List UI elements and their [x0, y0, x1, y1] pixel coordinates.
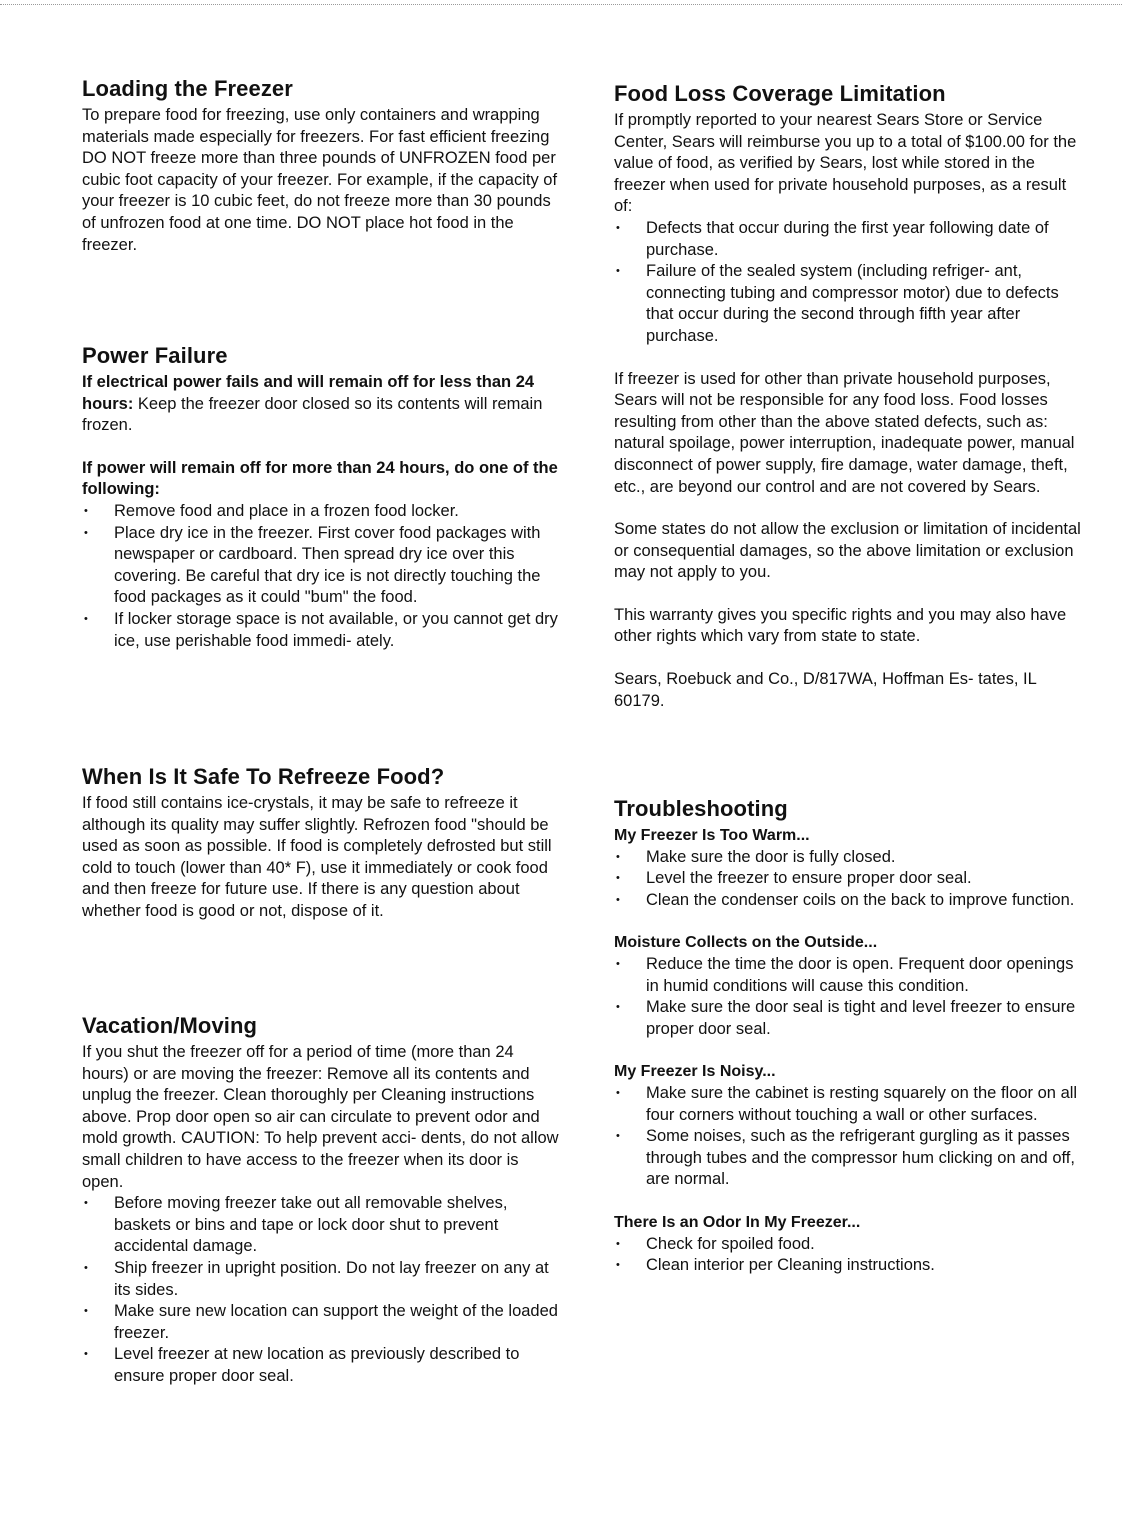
scan-top-edge — [0, 4, 1122, 5]
loading-heading: Loading the Freezer — [82, 76, 293, 101]
list-item: • Ship freezer in upright position. Do not lay freezer on any at its sides. — [82, 1258, 560, 1301]
trouble-heading-noisy: My Freezer Is Noisy... — [614, 1063, 776, 1081]
vacation-body: If you shut the freezer off for a period of time (more than 24 hours) or are moving the freezer: Remove all its contents and unplug the freezer. Clean thoroughly per Cleaning instructions above. Prop door open so air can circulate to prevent odor and mold growth. CAUTION: To help prevent acci- dents, do not allow small children to have access to the freezer when its door is open. — [82, 1043, 559, 1191]
coverage-para-3: Some states do not allow the exclusion or limitation of incidental or consequential damages, so the above limitation or exclusion may not apply to you. — [614, 520, 1081, 582]
power-failure-lead-2: If power will remain off for more than 24 hours, do one of the following: — [82, 458, 558, 499]
refreeze-body: If food still contains ice-crystals, it may be safe to refreeze it although its quality may suffer slightly. Refrozen food "should be used as soon as possible. If food is completely defrosted but still cold to touch (lower than 40* F), use it immediately or cook food and then freeze for future use. If there is any question about whether food is good or not, dispose of it. — [82, 794, 552, 920]
trouble-heading-moisture: Moisture Collects on the Outside... — [614, 934, 878, 952]
list-item: • Clean interior per Cleaning instructions. — [614, 1255, 1084, 1277]
section-power-failure — [82, 342, 560, 652]
power-failure-list — [82, 501, 560, 652]
list-item: • Before moving freezer take out all removable shelves, baskets or bins and tape or lock door shut to prevent accidental damage. — [82, 1193, 560, 1258]
trouble-list-too-warm — [614, 847, 1084, 912]
refreeze-heading: When Is It Safe To Refreeze Food? — [82, 764, 445, 789]
list-item: • Remove food and place in a frozen food locker. — [82, 501, 560, 523]
troubleshooting-heading: Troubleshooting — [614, 796, 788, 821]
coverage-para-4: This warranty gives you specific rights and you may also have other rights which vary from state to state. — [614, 605, 1067, 646]
coverage-para-2: If freezer is used for other than private household purposes, Sears will not be responsible for any food loss. Food losses resulting from other than the above stated defects, such as: natural spoilage, power interruption, inadequate power, manual disconnect of power supply, fire damage, water damage, theft, etc., are beyond our control and are not covered by Sears. — [614, 369, 1075, 496]
trouble-heading-odor: There Is an Odor In My Freezer... — [614, 1213, 861, 1231]
trouble-list-noisy — [614, 1083, 1084, 1191]
coverage-body: If promptly reported to your nearest Sears Store or Service Center, Sears will reimburse you up to a total of $100.00 for the value of food, as verified by Sears, lost while stored in the freezer when used for private household purposes, as a result of: — [614, 111, 1077, 216]
list-item: • Level freezer at new location as previously described to ensure proper door seal. — [82, 1344, 560, 1387]
list-item: • Level the freezer to ensure proper door seal. — [614, 868, 1084, 890]
list-item: • Place dry ice in the freezer. First cover food packages with newspaper or cardboard. Then spread dry ice over this covering. Be careful that dry ice is not directly touching the food packages as it could "bum" the food. — [82, 523, 560, 609]
list-item: • Make sure the door seal is tight and level freezer to ensure proper door seal. — [614, 997, 1084, 1040]
coverage-list — [614, 218, 1084, 348]
vacation-list — [82, 1193, 560, 1387]
list-item: • Failure of the sealed system (including refriger- ant, connecting tubing and compressor motor) due to defects that occur during the second through fifth year after purchase. — [614, 261, 1084, 347]
vacation-heading: Vacation/Moving — [82, 1013, 258, 1038]
list-item: • Make sure the cabinet is resting squarely on the floor on all four corners without touching a wall or other surfaces. — [614, 1083, 1084, 1126]
section-troubleshooting — [614, 795, 1084, 1277]
loading-body: To prepare food for freezing, use only containers and wrapping materials made especially for freezers. For fast efficient freezing DO NOT freeze more than three pounds of UNFROZEN food per cubic foot capacity of your freezer. For example, if the capacity of your freezer is 10 cubic feet, do not freeze more than 30 pounds of unfrozen food at one time. DO NOT place hot food in the freezer. — [82, 106, 558, 254]
list-item: • Some noises, such as the refrigerant gurgling as it passes through tubes and the compressor hum clicking on and off, are normal. — [614, 1126, 1084, 1191]
coverage-heading: Food Loss Coverage Limitation — [614, 81, 946, 106]
coverage-address: Sears, Roebuck and Co., D/817WA, Hoffman Es- tates, IL 60179. — [614, 670, 1037, 710]
power-failure-para-1 — [82, 372, 560, 437]
section-loading-the-freezer — [82, 75, 560, 256]
section-food-loss-coverage — [614, 80, 1084, 712]
section-vacation-moving — [82, 1012, 560, 1388]
section-refreeze — [82, 763, 560, 923]
list-item: • Make sure the door is fully closed. — [614, 847, 1084, 869]
power-failure-lead-1: If electrical power fails and will remain off for less than 24 hours: — [82, 373, 535, 413]
power-failure-heading: Power Failure — [82, 343, 228, 368]
trouble-list-odor — [614, 1234, 1084, 1277]
list-item: • Check for spoiled food. — [614, 1234, 1084, 1256]
list-item: • Make sure new location can support the weight of the loaded freezer. — [82, 1301, 560, 1344]
trouble-list-moisture — [614, 954, 1084, 1040]
list-item: • Clean the condenser coils on the back to improve function. — [614, 890, 1084, 912]
trouble-heading-too-warm: My Freezer Is Too Warm... — [614, 827, 810, 844]
list-item: • Defects that occur during the first year following date of purchase. — [614, 218, 1084, 261]
power-failure-text-1: Keep the freezer door closed so its contents will remain frozen. — [82, 394, 543, 435]
list-item: • If locker storage space is not available, or you cannot get dry ice, use perishable food immedi- ately. — [82, 609, 560, 652]
list-item: • Reduce the time the door is open. Frequent door openings in humid conditions will cause this condition. — [614, 954, 1084, 997]
